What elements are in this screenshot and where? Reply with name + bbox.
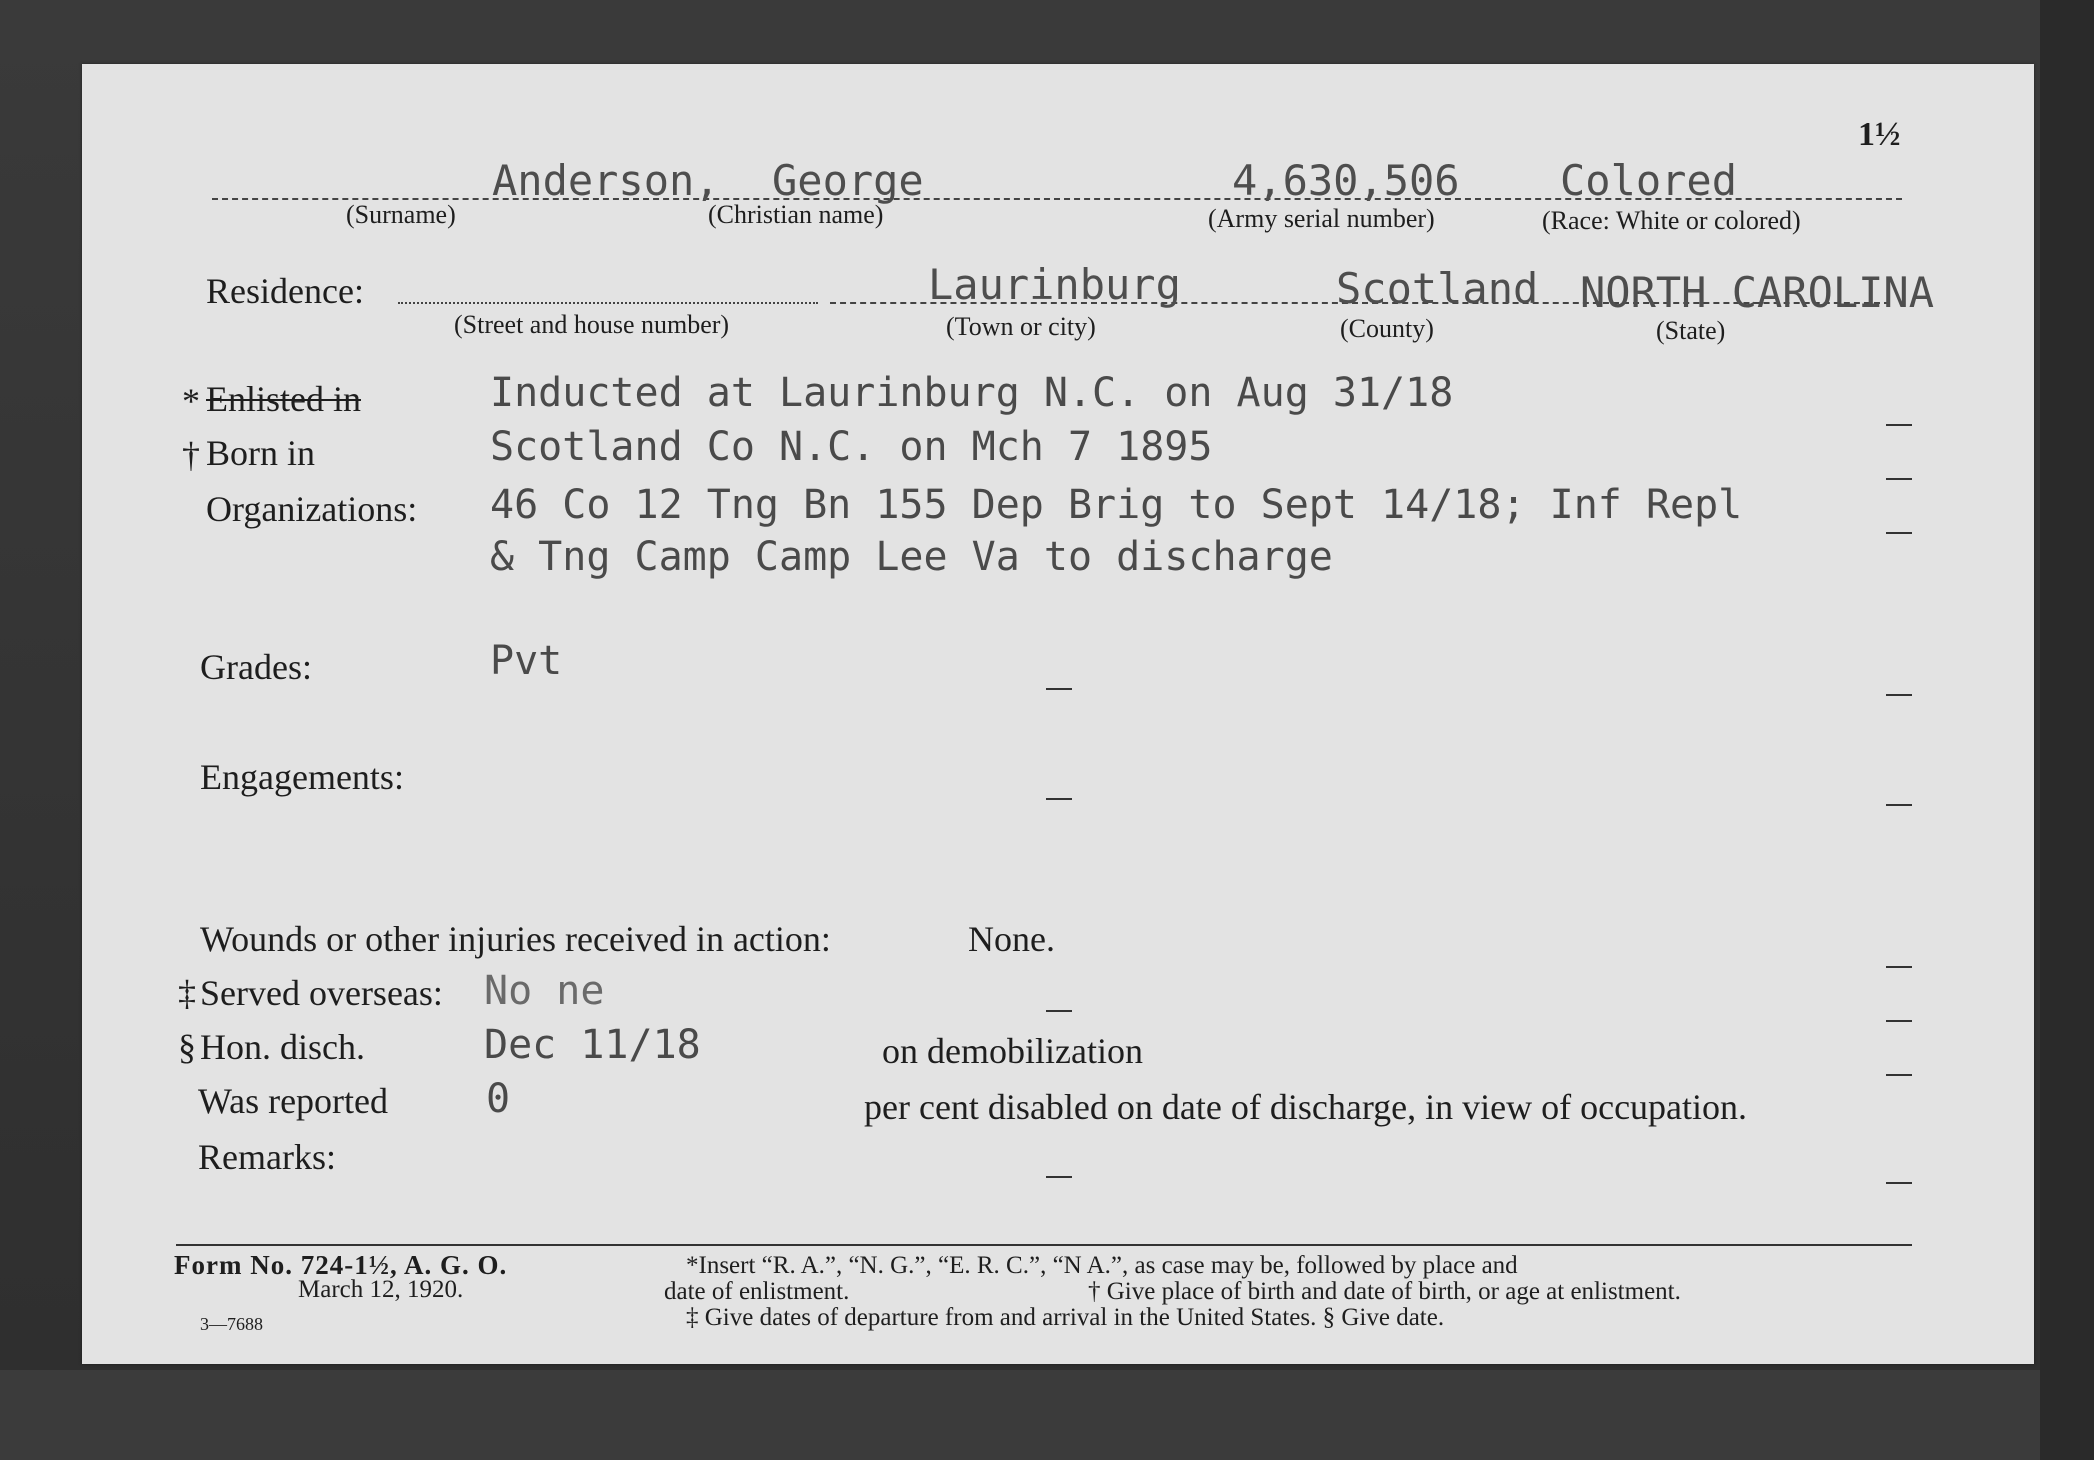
form-number: Form No. 724-1½, A. G. O. [174, 1250, 508, 1280]
footnote-overseas-date: ‡ Give dates of departure from and arrival in the United States. § Give date. [686, 1304, 1445, 1331]
town-caption: (Town or city) [946, 312, 1096, 341]
organizations-end-mark [1886, 532, 1912, 534]
overseas-mid-mark [1046, 1010, 1072, 1012]
corner-number: 1½ [1858, 116, 1901, 153]
born-end-mark [1886, 478, 1912, 480]
grades-end-mark [1886, 694, 1912, 696]
reported-value: 0 [486, 1076, 511, 1122]
enlisted-marker: * [182, 381, 200, 421]
print-code: 3—7688 [200, 1314, 263, 1334]
discharge-end-mark [1886, 1074, 1912, 1076]
discharge-value: Dec 11/18 [484, 1022, 701, 1068]
background-strip [0, 1370, 2094, 1460]
town-value: Laurinburg [928, 260, 1181, 309]
born-marker: † [182, 435, 200, 475]
enlisted-label: Enlisted in [206, 379, 361, 419]
discharge-marker: § [178, 1027, 196, 1067]
remarks-label: Remarks: [198, 1137, 336, 1177]
wounds-end-mark [1886, 966, 1912, 968]
footer-rule [176, 1244, 1912, 1246]
wounds-value: None. [968, 919, 1055, 959]
serial-number-caption: (Army serial number) [1208, 204, 1435, 233]
county-caption: (County) [1340, 314, 1434, 343]
overseas-marker: ‡ [178, 973, 196, 1013]
grades-value: Pvt [490, 638, 563, 684]
organizations-line1: 46 Co 12 Tng Bn 155 Dep Brig to Sept 14/18; Inf Repl [490, 482, 1743, 528]
state-value: NORTH CAROLINA [1580, 268, 1935, 317]
race-value: Colored [1560, 156, 1738, 205]
race-caption: (Race: White or colored) [1542, 206, 1801, 235]
county-value: Scotland [1336, 264, 1539, 313]
remarks-mid-mark [1046, 1176, 1072, 1178]
background-edge [2040, 0, 2094, 1460]
residence-label: Residence: [206, 271, 364, 311]
serial-number-value: 4,630,506 [1232, 156, 1460, 205]
engagements-label: Engagements: [200, 757, 404, 797]
born-value: Scotland Co N.C. on Mch 7 1895 [490, 424, 1213, 470]
wounds-label: Wounds or other injuries received in action: [200, 919, 831, 959]
state-caption: (State) [1656, 316, 1726, 345]
christian-name-caption: (Christian name) [708, 200, 884, 229]
grades-label: Grades: [200, 647, 312, 687]
reported-label: Was reported [198, 1081, 389, 1121]
organizations-label: Organizations: [206, 489, 418, 529]
overseas-label: Served overseas: [200, 973, 443, 1013]
born-label: Born in [206, 433, 316, 473]
footnote-enlistment: date of enlistment. [664, 1278, 850, 1305]
overseas-value: No ne [484, 968, 605, 1014]
discharge-note: on demobilization [882, 1031, 1143, 1071]
reported-note: per cent disabled on date of discharge, in view of occupation. [864, 1087, 1748, 1127]
footnote-birth: † Give place of birth and date of birth, or age at enlistment. [1088, 1278, 1681, 1305]
christian-name-value: George [772, 156, 924, 205]
street-caption: (Street and house number) [454, 310, 730, 339]
overseas-end-mark [1886, 1020, 1912, 1022]
engagements-mid-mark [1046, 798, 1072, 800]
form-date: March 12, 1920. [298, 1276, 464, 1303]
grades-mid-mark [1046, 688, 1072, 690]
organizations-line2: & Tng Camp Camp Lee Va to discharge [490, 534, 1333, 580]
remarks-end-mark [1886, 1182, 1912, 1184]
enlisted-value: Inducted at Laurinburg N.C. on Aug 31/18 [490, 370, 1454, 416]
record-card [82, 64, 2034, 1364]
enlisted-end-mark [1886, 424, 1912, 426]
street-line [398, 302, 818, 304]
footnote-insert: *Insert “R. A.”, “N. G.”, “E. R. C.”, “N A.”, as case may be, followed by place and [686, 1252, 1518, 1279]
surname-caption: (Surname) [346, 200, 456, 229]
engagements-end-mark [1886, 804, 1912, 806]
surname-value: Anderson, [492, 156, 720, 205]
discharge-label: Hon. disch. [200, 1027, 365, 1067]
